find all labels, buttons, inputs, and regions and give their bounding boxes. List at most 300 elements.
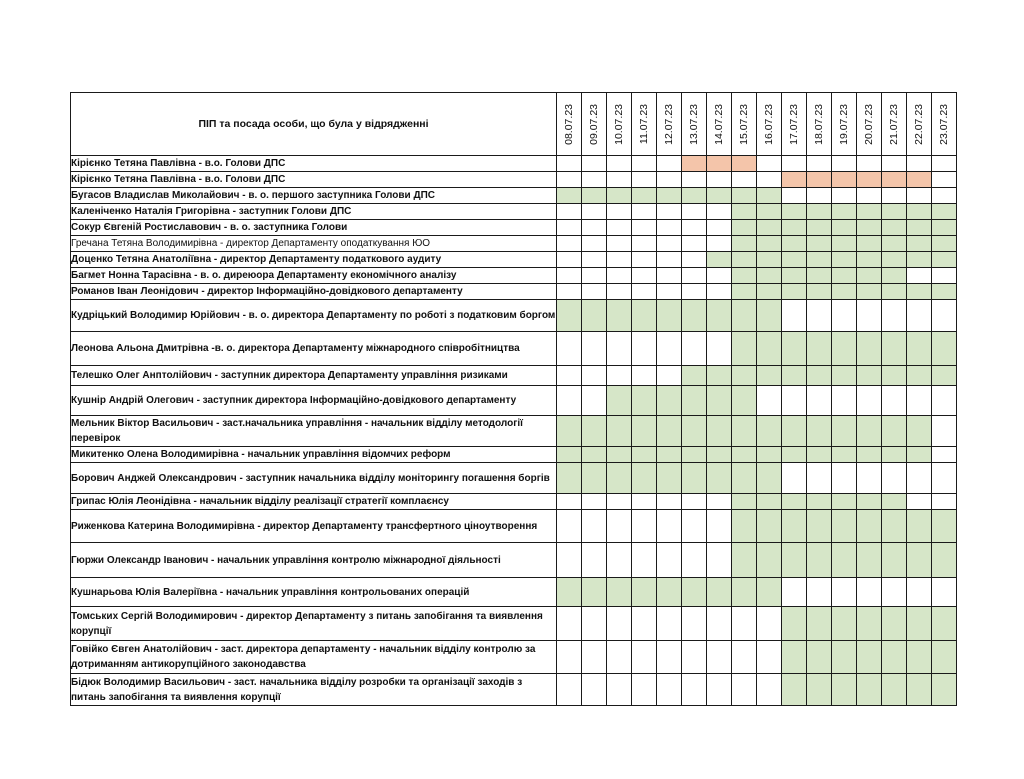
date-column-header — [732, 93, 757, 156]
empty-day-cell — [707, 494, 732, 510]
person-name-position: Говійко Євген Анатолійович - заст. директора департаменту - начальник відділу контролю за дотриманням антикорупційного законодавства — [71, 641, 557, 674]
trip-day-cell — [607, 188, 632, 204]
empty-day-cell — [582, 268, 607, 284]
trip-day-cell — [732, 510, 757, 543]
trip-day-cell — [782, 543, 807, 578]
trip-day-cell — [832, 220, 857, 236]
empty-day-cell — [607, 220, 632, 236]
empty-day-cell — [757, 172, 782, 188]
empty-day-cell — [582, 366, 607, 386]
trip-day-cell — [557, 463, 582, 494]
trip-day-cell — [732, 268, 757, 284]
trip-day-cell — [582, 463, 607, 494]
person-name-position: Кушнір Андрій Олегович - заступник директора Інформаційно-довідкового департаменту — [71, 386, 557, 416]
empty-day-cell — [557, 236, 582, 252]
empty-day-cell — [657, 268, 682, 284]
date-label: 16.07.23 — [763, 103, 775, 145]
empty-day-cell — [682, 543, 707, 578]
empty-day-cell — [557, 494, 582, 510]
empty-day-cell — [807, 300, 832, 332]
trip-grid — [70, 92, 957, 706]
table-row — [71, 607, 957, 641]
empty-day-cell — [557, 284, 582, 300]
date-label: 21.07.23 — [888, 103, 900, 145]
trip-day-cell — [757, 188, 782, 204]
empty-day-cell — [582, 252, 607, 268]
trip-day-cell — [632, 578, 657, 607]
empty-day-cell — [582, 284, 607, 300]
date-column-header — [557, 93, 582, 156]
trip-day-cell — [882, 447, 907, 463]
trip-day-cell — [657, 447, 682, 463]
trip-day-cell — [807, 510, 832, 543]
date-label: 19.07.23 — [838, 103, 850, 145]
trip-day-cell — [857, 284, 882, 300]
date-label: 11.07.23 — [638, 103, 650, 145]
empty-day-cell — [657, 494, 682, 510]
empty-day-cell — [582, 156, 607, 172]
empty-day-cell — [607, 641, 632, 674]
person-name-position: Мельник Віктор Васильович - заст.начальника управління - начальник відділу методології перевірок — [71, 416, 557, 447]
trip-day-cell — [882, 284, 907, 300]
trip-day-cell — [757, 220, 782, 236]
empty-day-cell — [632, 156, 657, 172]
table-row — [71, 510, 957, 543]
table-row — [71, 463, 957, 494]
trip-day-cell — [557, 188, 582, 204]
empty-day-cell — [582, 607, 607, 641]
trip-day-cell — [732, 236, 757, 252]
trip-day-cell — [682, 447, 707, 463]
empty-day-cell — [832, 463, 857, 494]
table-row — [71, 332, 957, 366]
empty-day-cell — [582, 510, 607, 543]
trip-day-cell — [557, 447, 582, 463]
person-name-position: Грипас Юлія Леонідівна - начальник відділу реалізації стратегії комплаєнсу — [71, 494, 557, 510]
trip-day-cell — [757, 510, 782, 543]
empty-day-cell — [682, 172, 707, 188]
trip-day-cell — [707, 386, 732, 416]
empty-day-cell — [682, 236, 707, 252]
trip-day-cell — [907, 332, 932, 366]
empty-day-cell — [857, 188, 882, 204]
person-name-position: Каленіченко Наталія Григорівна - заступник Голови ДПС — [71, 204, 557, 220]
trip-day-cell — [732, 463, 757, 494]
trip-day-cell — [932, 252, 957, 268]
empty-day-cell — [582, 220, 607, 236]
empty-day-cell — [757, 674, 782, 706]
empty-day-cell — [582, 236, 607, 252]
empty-day-cell — [932, 172, 957, 188]
empty-day-cell — [932, 300, 957, 332]
trip-day-cell — [707, 416, 732, 447]
trip-day-cell — [857, 332, 882, 366]
date-column-header — [882, 93, 907, 156]
trip-day-cell — [932, 607, 957, 641]
empty-day-cell — [557, 386, 582, 416]
trip-day-cell — [932, 204, 957, 220]
trip-day-cell — [907, 366, 932, 386]
empty-day-cell — [907, 188, 932, 204]
trip-day-cell — [732, 416, 757, 447]
person-name-position: Доценко Тетяна Анатоліївна - директор Департаменту податкового аудиту — [71, 252, 557, 268]
trip-day-cell — [657, 463, 682, 494]
empty-day-cell — [557, 204, 582, 220]
empty-day-cell — [582, 386, 607, 416]
person-name-position: Микитенко Олена Володимирівна - начальник управління відомчих реформ — [71, 447, 557, 463]
trip-day-cell — [932, 510, 957, 543]
trip-day-cell — [807, 366, 832, 386]
trip-day-cell — [757, 284, 782, 300]
empty-day-cell — [707, 236, 732, 252]
empty-day-cell — [557, 252, 582, 268]
trip-day-cell — [682, 578, 707, 607]
empty-day-cell — [657, 543, 682, 578]
trip-day-cell — [857, 674, 882, 706]
empty-day-cell — [607, 236, 632, 252]
empty-day-cell — [632, 366, 657, 386]
date-column-header — [607, 93, 632, 156]
empty-day-cell — [682, 494, 707, 510]
date-column-header — [757, 93, 782, 156]
empty-day-cell — [557, 332, 582, 366]
empty-day-cell — [582, 543, 607, 578]
date-label: 17.07.23 — [788, 103, 800, 145]
trip-day-cell — [807, 416, 832, 447]
person-name-position: Гречана Тетяна Володимирівна - директор Департаменту оподаткування ЮО — [71, 236, 557, 252]
empty-day-cell — [657, 252, 682, 268]
trip-day-cell — [782, 366, 807, 386]
date-column-header — [832, 93, 857, 156]
empty-day-cell — [557, 172, 582, 188]
empty-day-cell — [757, 386, 782, 416]
trip-day-cell — [707, 252, 732, 268]
trip-day-cell — [782, 510, 807, 543]
trip-day-cell — [682, 386, 707, 416]
date-column-header — [632, 93, 657, 156]
empty-day-cell — [807, 463, 832, 494]
empty-day-cell — [657, 236, 682, 252]
empty-day-cell — [632, 510, 657, 543]
trip-day-cell — [732, 220, 757, 236]
trip-day-cell — [832, 204, 857, 220]
empty-day-cell — [632, 268, 657, 284]
trip-day-cell — [882, 268, 907, 284]
trip-day-cell — [807, 641, 832, 674]
trip-day-cell — [857, 236, 882, 252]
trip-day-cell — [832, 366, 857, 386]
trip-day-cell — [907, 510, 932, 543]
person-name-position: Бідюк Володимир Васильович - заст. начальника відділу розробки та організації заходів з питань запобігання та виявлення корупції — [71, 674, 557, 706]
trip-day-cell — [857, 543, 882, 578]
empty-day-cell — [607, 268, 632, 284]
trip-day-cell — [782, 607, 807, 641]
empty-day-cell — [782, 578, 807, 607]
person-name-position: Кірієнко Тетяна Павлівна - в.о. Голови ДПС — [71, 156, 557, 172]
empty-day-cell — [682, 674, 707, 706]
empty-day-cell — [607, 510, 632, 543]
table-row — [71, 204, 957, 220]
empty-day-cell — [832, 300, 857, 332]
trip-day-cell — [882, 252, 907, 268]
trip-day-cell — [782, 332, 807, 366]
empty-day-cell — [682, 510, 707, 543]
empty-day-cell — [732, 674, 757, 706]
person-name-position: Романов Іван Леонідович - директор Інформаційно-довідкового департаменту — [71, 284, 557, 300]
empty-day-cell — [607, 172, 632, 188]
empty-day-cell — [607, 366, 632, 386]
empty-day-cell — [632, 494, 657, 510]
trip-day-cell — [932, 332, 957, 366]
trip-day-cell — [557, 416, 582, 447]
empty-day-cell — [607, 607, 632, 641]
empty-day-cell — [882, 578, 907, 607]
empty-day-cell — [657, 366, 682, 386]
trip-day-cell — [932, 641, 957, 674]
table-row — [71, 543, 957, 578]
trip-day-cell — [807, 494, 832, 510]
empty-day-cell — [632, 220, 657, 236]
empty-day-cell — [607, 543, 632, 578]
trip-day-cell — [882, 236, 907, 252]
trip-day-cell — [732, 156, 757, 172]
date-label: 12.07.23 — [663, 103, 675, 145]
date-label: 10.07.23 — [613, 103, 625, 145]
trip-day-cell — [807, 332, 832, 366]
trip-day-cell — [832, 268, 857, 284]
empty-day-cell — [682, 204, 707, 220]
trip-day-cell — [882, 332, 907, 366]
trip-day-cell — [832, 641, 857, 674]
date-column-header — [807, 93, 832, 156]
empty-day-cell — [832, 386, 857, 416]
person-name-position: Телешко Олег Анптолійович - заступник директора Департаменту управління ризиками — [71, 366, 557, 386]
person-name-position: Бугасов Владислав Миколайович - в. о. першого заступника Голови ДПС — [71, 188, 557, 204]
trip-day-cell — [682, 416, 707, 447]
trip-day-cell — [682, 188, 707, 204]
trip-day-cell — [757, 236, 782, 252]
date-label: 15.07.23 — [738, 103, 750, 145]
trip-day-cell — [782, 494, 807, 510]
trip-day-cell — [857, 172, 882, 188]
trip-day-cell — [782, 220, 807, 236]
date-column-header — [907, 93, 932, 156]
table-row — [71, 578, 957, 607]
name-column-header: ПІП та посада особи, що була у відрядженні — [71, 93, 557, 156]
person-name-position: Кірієнко Тетяна Павлівна - в.о. Голови ДПС — [71, 172, 557, 188]
empty-day-cell — [932, 494, 957, 510]
empty-day-cell — [632, 674, 657, 706]
trip-day-cell — [782, 674, 807, 706]
trip-day-cell — [707, 447, 732, 463]
empty-day-cell — [807, 156, 832, 172]
trip-day-cell — [682, 366, 707, 386]
trip-day-cell — [932, 236, 957, 252]
empty-day-cell — [857, 156, 882, 172]
table-row — [71, 236, 957, 252]
trip-day-cell — [582, 447, 607, 463]
trip-day-cell — [857, 268, 882, 284]
trip-day-cell — [807, 543, 832, 578]
trip-day-cell — [807, 252, 832, 268]
date-column-header — [782, 93, 807, 156]
trip-day-cell — [757, 252, 782, 268]
trip-day-cell — [832, 543, 857, 578]
empty-day-cell — [707, 543, 732, 578]
trip-day-cell — [907, 284, 932, 300]
empty-day-cell — [932, 463, 957, 494]
trip-day-cell — [682, 463, 707, 494]
person-name-position: Кудріцький Володимир Юрійович - в. о. директора Департаменту по роботі з податковим боргом — [71, 300, 557, 332]
trip-day-cell — [582, 416, 607, 447]
empty-day-cell — [607, 332, 632, 366]
date-column-header — [657, 93, 682, 156]
empty-day-cell — [582, 332, 607, 366]
empty-day-cell — [657, 674, 682, 706]
empty-day-cell — [557, 510, 582, 543]
trip-day-cell — [907, 252, 932, 268]
trip-day-cell — [832, 607, 857, 641]
empty-day-cell — [632, 332, 657, 366]
date-column-header — [857, 93, 882, 156]
trip-day-cell — [907, 416, 932, 447]
empty-day-cell — [682, 607, 707, 641]
trip-day-cell — [932, 674, 957, 706]
trip-day-cell — [732, 204, 757, 220]
empty-day-cell — [807, 386, 832, 416]
trip-day-cell — [657, 578, 682, 607]
table-row — [71, 386, 957, 416]
empty-day-cell — [932, 447, 957, 463]
trip-day-cell — [557, 300, 582, 332]
empty-day-cell — [607, 494, 632, 510]
trip-day-cell — [732, 284, 757, 300]
trip-day-cell — [732, 386, 757, 416]
table-row — [71, 447, 957, 463]
empty-day-cell — [782, 188, 807, 204]
empty-day-cell — [582, 204, 607, 220]
empty-day-cell — [632, 641, 657, 674]
trip-day-cell — [882, 416, 907, 447]
date-label: 14.07.23 — [713, 103, 725, 145]
trip-day-cell — [907, 204, 932, 220]
trip-day-cell — [757, 300, 782, 332]
trip-day-cell — [807, 284, 832, 300]
trip-day-cell — [807, 236, 832, 252]
trip-day-cell — [932, 543, 957, 578]
empty-day-cell — [832, 578, 857, 607]
empty-day-cell — [857, 463, 882, 494]
trip-day-cell — [732, 332, 757, 366]
trip-day-cell — [632, 386, 657, 416]
empty-day-cell — [682, 332, 707, 366]
trip-day-cell — [807, 674, 832, 706]
trip-day-cell — [607, 386, 632, 416]
business-trip-table — [70, 92, 956, 706]
person-name-position: Багмет Нонна Тарасівна - в. о. диреюора Департаменту економічного аналізу — [71, 268, 557, 284]
trip-day-cell — [707, 578, 732, 607]
empty-day-cell — [832, 156, 857, 172]
trip-day-cell — [832, 172, 857, 188]
trip-day-cell — [732, 494, 757, 510]
trip-day-cell — [807, 204, 832, 220]
trip-day-cell — [632, 300, 657, 332]
trip-day-cell — [882, 172, 907, 188]
empty-day-cell — [582, 674, 607, 706]
empty-day-cell — [882, 463, 907, 494]
person-name-position: Леонова Альона Дмитрівна -в. о. директора Департаменту міжнародного співробітництва — [71, 332, 557, 366]
trip-day-cell — [782, 252, 807, 268]
empty-day-cell — [907, 156, 932, 172]
empty-day-cell — [557, 366, 582, 386]
trip-day-cell — [857, 510, 882, 543]
empty-day-cell — [632, 252, 657, 268]
trip-day-cell — [882, 220, 907, 236]
trip-day-cell — [832, 236, 857, 252]
trip-day-cell — [557, 578, 582, 607]
trip-day-cell — [757, 366, 782, 386]
empty-day-cell — [932, 416, 957, 447]
empty-day-cell — [682, 220, 707, 236]
trip-day-cell — [832, 332, 857, 366]
person-name-position: Томських Сергій Володимирович - директор Департаменту з питань запобігання та виявлення корупції — [71, 607, 557, 641]
person-name-position: Сокур Євгеній Ростиславович - в. о. заступника Голови — [71, 220, 557, 236]
table-row — [71, 156, 957, 172]
trip-day-cell — [832, 284, 857, 300]
trip-day-cell — [857, 204, 882, 220]
empty-day-cell — [657, 332, 682, 366]
empty-day-cell — [657, 172, 682, 188]
trip-day-cell — [857, 220, 882, 236]
empty-day-cell — [782, 300, 807, 332]
trip-day-cell — [832, 494, 857, 510]
trip-day-cell — [732, 252, 757, 268]
trip-day-cell — [757, 447, 782, 463]
trip-day-cell — [607, 416, 632, 447]
empty-day-cell — [707, 172, 732, 188]
empty-day-cell — [932, 188, 957, 204]
empty-day-cell — [707, 641, 732, 674]
trip-day-cell — [832, 252, 857, 268]
empty-day-cell — [657, 607, 682, 641]
date-label: 08.07.23 — [563, 103, 575, 145]
empty-day-cell — [932, 156, 957, 172]
trip-day-cell — [907, 674, 932, 706]
empty-day-cell — [707, 674, 732, 706]
empty-day-cell — [932, 578, 957, 607]
date-label: 18.07.23 — [813, 103, 825, 145]
empty-day-cell — [707, 204, 732, 220]
trip-day-cell — [757, 543, 782, 578]
trip-day-cell — [857, 366, 882, 386]
empty-day-cell — [707, 607, 732, 641]
trip-day-cell — [782, 172, 807, 188]
trip-day-cell — [857, 252, 882, 268]
trip-day-cell — [932, 284, 957, 300]
empty-day-cell — [732, 641, 757, 674]
trip-day-cell — [832, 674, 857, 706]
trip-day-cell — [932, 366, 957, 386]
trip-day-cell — [907, 236, 932, 252]
trip-day-cell — [782, 416, 807, 447]
trip-day-cell — [632, 416, 657, 447]
trip-day-cell — [757, 416, 782, 447]
trip-day-cell — [757, 463, 782, 494]
empty-day-cell — [582, 494, 607, 510]
empty-day-cell — [707, 332, 732, 366]
empty-day-cell — [932, 386, 957, 416]
empty-day-cell — [707, 284, 732, 300]
